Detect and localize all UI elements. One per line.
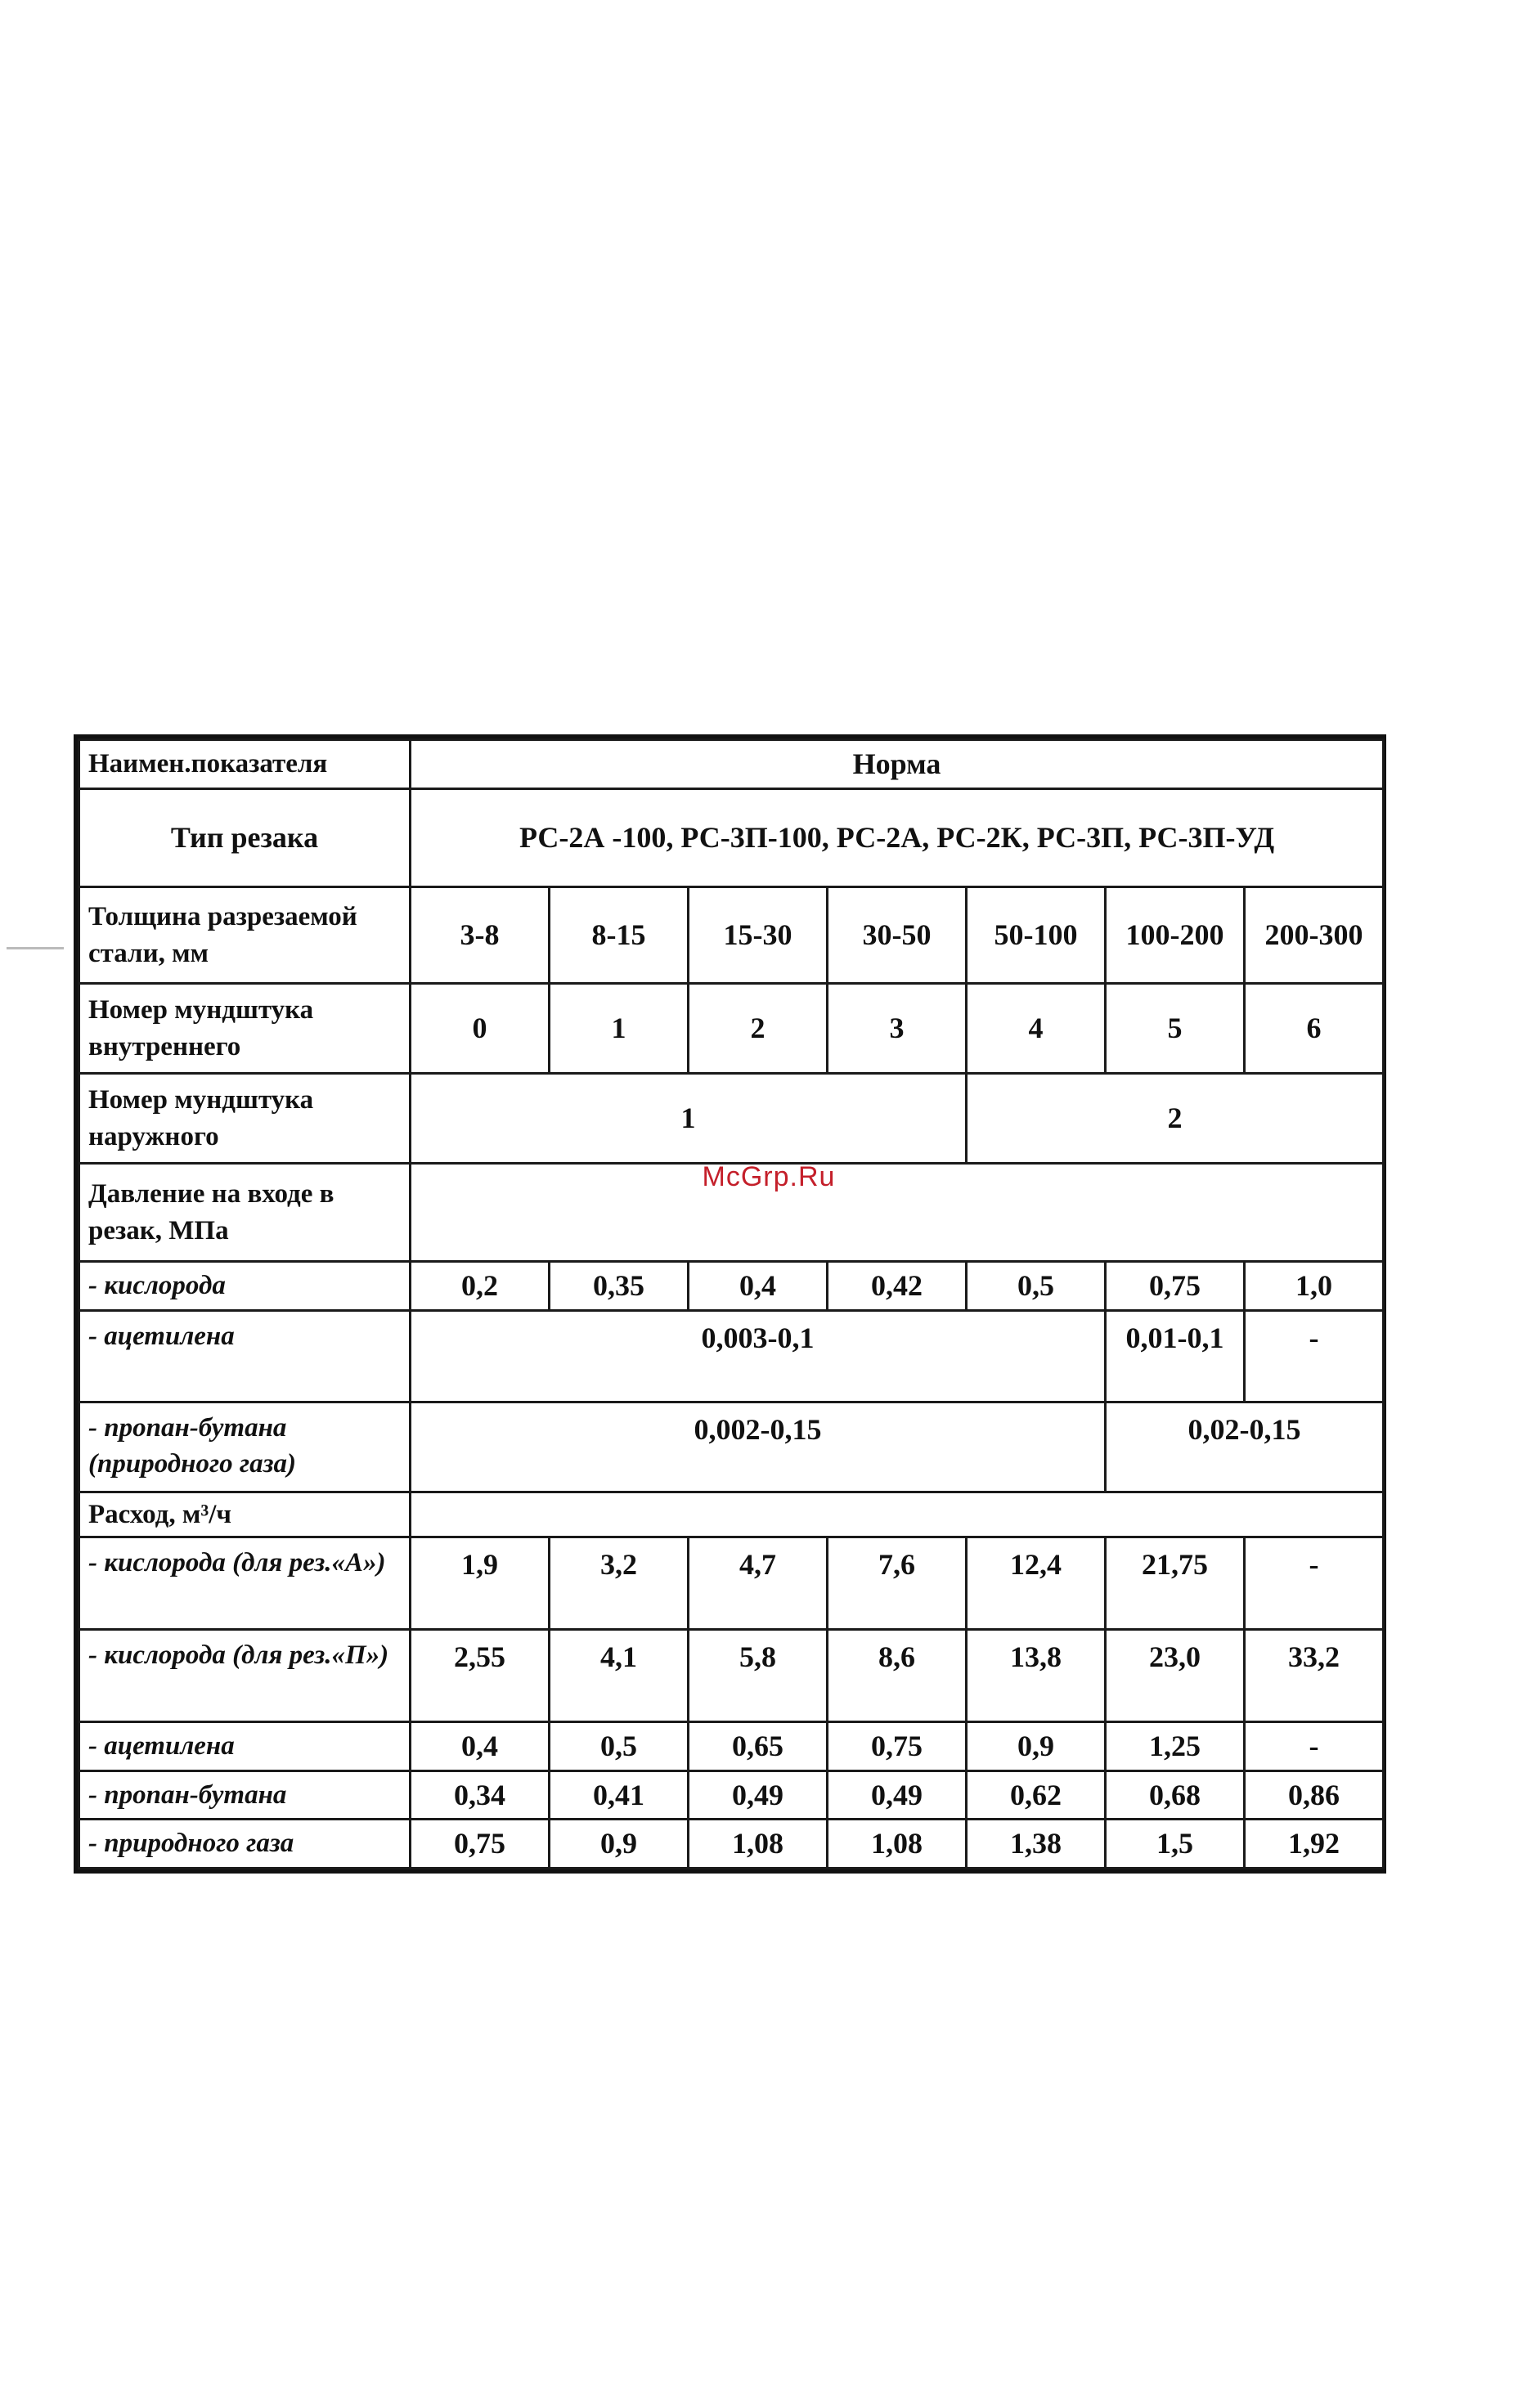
consumption-empty	[411, 1492, 1384, 1537]
consumption-label: Расход, м³/ч	[79, 1492, 411, 1537]
natural-gas-cons-cell: 1,08	[828, 1820, 967, 1869]
oxygen-pressure-cell: 0,2	[411, 1262, 550, 1311]
oxygen-p-cell: 23,0	[1106, 1630, 1245, 1722]
oxygen-pressure-cell: 0,4	[689, 1262, 828, 1311]
natural-gas-cons-cell: 1,92	[1245, 1820, 1384, 1869]
oxygen-pressure-cell: 0,42	[828, 1262, 967, 1311]
watermark-link[interactable]: McGrp.Ru	[702, 1161, 836, 1192]
acetylene-pressure-label: - ацетилена	[79, 1310, 411, 1402]
inner-nozzle-cell: 3	[828, 984, 967, 1074]
outer-nozzle-label: Номер мундштука наружного	[79, 1074, 411, 1164]
propane-cons-cell: 0,86	[1245, 1770, 1384, 1820]
outer-nozzle-cell: 2	[967, 1074, 1384, 1164]
oxygen-pressure-cell: 0,35	[550, 1262, 689, 1311]
thickness-cell: 50-100	[967, 887, 1106, 984]
oxygen-a-cell: 7,6	[828, 1537, 967, 1630]
pressure-empty	[411, 1164, 1384, 1262]
acetylene-cons-cell: 0,75	[828, 1722, 967, 1771]
natural-gas-cons-cell: 1,08	[689, 1820, 828, 1869]
natural-gas-cons-cell: 0,9	[550, 1820, 689, 1869]
thickness-cell: 15-30	[689, 887, 828, 984]
oxygen-a-cell: 4,7	[689, 1537, 828, 1630]
propane-cons-cell: 0,49	[689, 1770, 828, 1820]
cutter-type-label: Тип резака	[79, 789, 411, 887]
propane-cons-label: - пропан-бутана	[79, 1770, 411, 1820]
oxygen-pressure-cell: 0,5	[967, 1262, 1106, 1311]
propane-pressure-cell: 0,002-0,15	[411, 1402, 1106, 1492]
acetylene-cons-cell: 0,65	[689, 1722, 828, 1771]
propane-cons-cell: 0,34	[411, 1770, 550, 1820]
acetylene-cons-cell: 0,5	[550, 1722, 689, 1771]
thickness-cell: 30-50	[828, 887, 967, 984]
propane-cons-cell: 0,68	[1106, 1770, 1245, 1820]
thickness-cell: 8-15	[550, 887, 689, 984]
oxygen-a-cell: 12,4	[967, 1537, 1106, 1630]
oxygen-pressure-label: - кислорода	[79, 1262, 411, 1311]
propane-pressure-label: - пропан-бутана (природного газа)	[79, 1402, 411, 1492]
oxygen-a-cell: 21,75	[1106, 1537, 1245, 1630]
outer-nozzle-cell: 1	[411, 1074, 967, 1164]
acetylene-cons-cell: 0,4	[411, 1722, 550, 1771]
inner-nozzle-cell: 5	[1106, 984, 1245, 1074]
oxygen-p-cell: 13,8	[967, 1630, 1106, 1722]
header-parameter: Наимен.показателя	[79, 740, 411, 789]
natural-gas-cons-cell: 1,38	[967, 1820, 1106, 1869]
inner-nozzle-cell: 6	[1245, 984, 1384, 1074]
scan-artifact	[7, 947, 64, 949]
acetylene-pressure-cell: -	[1245, 1310, 1384, 1402]
inner-nozzle-cell: 2	[689, 984, 828, 1074]
cutter-norms-table	[78, 738, 1385, 1869]
header-norm: Норма	[411, 740, 1384, 789]
oxygen-a-cell: 3,2	[550, 1537, 689, 1630]
cutter-types-value: РС-2А -100, РС-3П-100, РС-2А, РС-2К, РС-3П, РС-3П-УД	[411, 789, 1384, 887]
oxygen-p-label: - кислорода (для рез.«П»)	[79, 1630, 411, 1722]
norms-table-frame	[74, 734, 1386, 1874]
oxygen-p-cell: 4,1	[550, 1630, 689, 1722]
oxygen-p-cell: 33,2	[1245, 1630, 1384, 1722]
oxygen-pressure-cell: 1,0	[1245, 1262, 1384, 1311]
acetylene-cons-cell: 0,9	[967, 1722, 1106, 1771]
thickness-label: Толщина разрезаемой стали, мм	[79, 887, 411, 984]
oxygen-pressure-cell: 0,75	[1106, 1262, 1245, 1311]
inner-nozzle-label: Номер мундштука внутреннего	[79, 984, 411, 1074]
acetylene-pressure-cell: 0,003-0,1	[411, 1310, 1106, 1402]
inner-nozzle-cell: 1	[550, 984, 689, 1074]
natural-gas-cons-label: - природного газа	[79, 1820, 411, 1869]
propane-cons-cell: 0,41	[550, 1770, 689, 1820]
propane-pressure-cell: 0,02-0,15	[1106, 1402, 1384, 1492]
oxygen-a-cell: -	[1245, 1537, 1384, 1630]
natural-gas-cons-cell: 0,75	[411, 1820, 550, 1869]
thickness-cell: 3-8	[411, 887, 550, 984]
propane-cons-cell: 0,49	[828, 1770, 967, 1820]
acetylene-cons-label: - ацетилена	[79, 1722, 411, 1771]
acetylene-cons-cell: -	[1245, 1722, 1384, 1771]
thickness-cell: 100-200	[1106, 887, 1245, 984]
propane-cons-cell: 0,62	[967, 1770, 1106, 1820]
oxygen-p-cell: 5,8	[689, 1630, 828, 1722]
acetylene-cons-cell: 1,25	[1106, 1722, 1245, 1771]
oxygen-a-label: - кислорода (для рез.«А»)	[79, 1537, 411, 1630]
oxygen-p-cell: 8,6	[828, 1630, 967, 1722]
oxygen-p-cell: 2,55	[411, 1630, 550, 1722]
thickness-cell: 200-300	[1245, 887, 1384, 984]
pressure-label: Давление на входе в резак, МПа	[79, 1164, 411, 1262]
inner-nozzle-cell: 0	[411, 984, 550, 1074]
acetylene-pressure-cell: 0,01-0,1	[1106, 1310, 1245, 1402]
natural-gas-cons-cell: 1,5	[1106, 1820, 1245, 1869]
oxygen-a-cell: 1,9	[411, 1537, 550, 1630]
inner-nozzle-cell: 4	[967, 984, 1106, 1074]
